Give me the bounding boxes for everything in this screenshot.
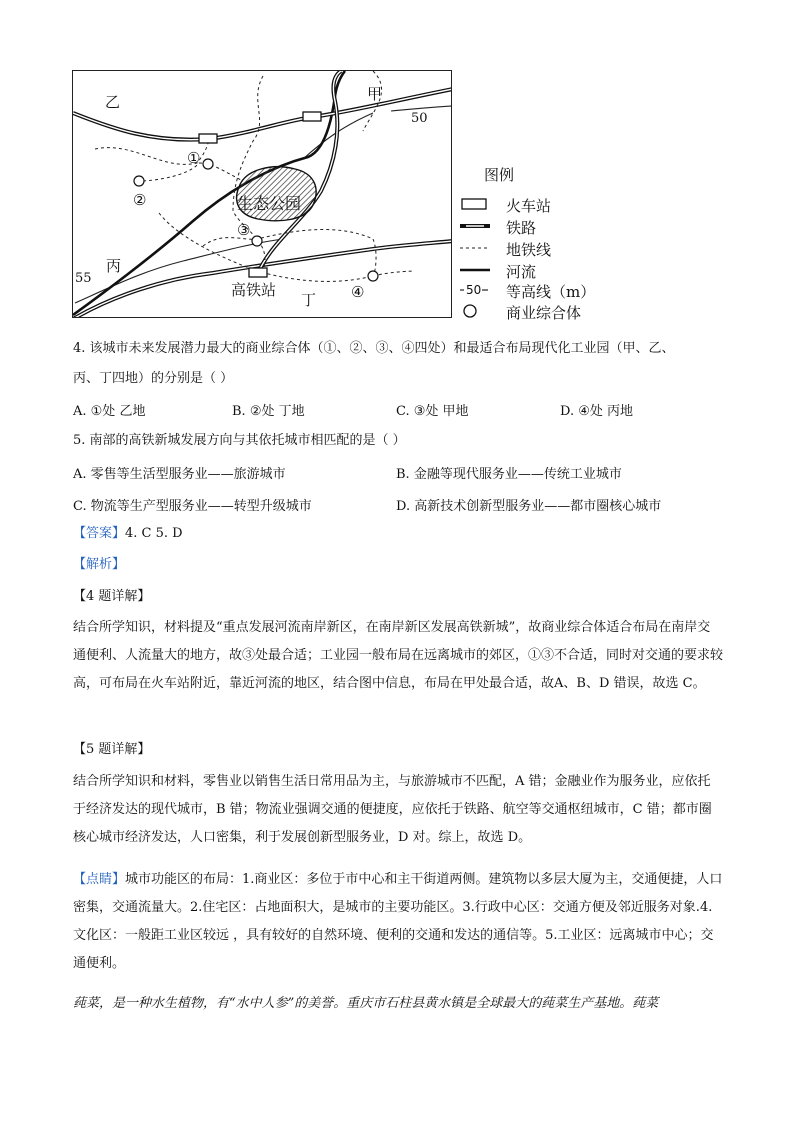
- legend-railway-label: 铁路: [506, 219, 537, 237]
- legend-metro-label: 地铁线: [506, 241, 552, 259]
- legend-row-river: [458, 260, 608, 280]
- label-contour-50: 50: [411, 111, 428, 126]
- next-material-line: 莼菜，是一种水生植物，有“水中人参”的美誉。重庆市石柱县黄水镇是全球最大的莼菜生产基地。莼菜: [73, 996, 659, 1011]
- complex-symbol-icon: [458, 301, 492, 321]
- legend-river-label: 河流: [506, 263, 537, 281]
- legend-row-station: [458, 194, 608, 214]
- train-station-1: [199, 134, 217, 143]
- tip-paragraph: [73, 866, 723, 978]
- q4-option-b: B. ②处 丁地: [232, 404, 305, 419]
- metro-symbol-icon: [458, 238, 492, 258]
- legend-row-metro: [458, 238, 608, 258]
- legend-row-complex: [458, 301, 608, 321]
- answer-text: 4. C 5. D: [125, 526, 183, 541]
- railway-south: [73, 241, 452, 318]
- legend-title: 图例: [484, 166, 515, 184]
- legend-contour-label: 等高线（m）: [506, 283, 596, 301]
- map-legend: [458, 160, 608, 320]
- label-jia: 甲: [367, 85, 383, 103]
- label-yi: 乙: [105, 93, 121, 111]
- city-map: [72, 70, 452, 318]
- label-complex-3: ③: [237, 221, 251, 239]
- label-complex-2: ②: [133, 191, 147, 209]
- detail5-body: 结合所学知识和材料，零售业以销售生活日常用品为主，与旅游城市不匹配，A 错；金融业作为服务业，应依托于经济发达的现代城市，B 错；物流业强调交通的便捷度，应依托于铁路、航空等交通枢纽城市，C 错；都市圈核心城市经济发达，人口密集，利于发展创新型服务业，D 对。综上，故选 D。: [73, 774, 712, 845]
- q4-option-a: A. ①处 乙地: [73, 404, 146, 419]
- label-contour-55: 55: [75, 271, 92, 286]
- legend-complex-label: 商业综合体: [506, 304, 582, 322]
- label-complex-4: ④: [351, 283, 365, 301]
- river-symbol-icon: [458, 260, 492, 280]
- hsr-station: [249, 268, 267, 277]
- answer-line: [73, 525, 183, 543]
- label-complex-1: ①: [187, 149, 201, 167]
- railway-symbol-icon: [458, 216, 492, 236]
- svg-text:50: 50: [466, 283, 482, 297]
- q4-option-d: D. ④处 丙地: [560, 404, 634, 419]
- analysis-label: 【解析】: [73, 557, 126, 572]
- tip-label: 【点睛】: [73, 872, 126, 887]
- train-station-2: [303, 112, 321, 121]
- station-symbol-icon: [458, 194, 492, 214]
- q5-option-c: C. 物流等生产型服务业——转型升级城市: [73, 499, 312, 514]
- complex-1: [203, 159, 213, 169]
- legend-row-railway: [458, 216, 608, 236]
- complex-3: [252, 236, 262, 246]
- legend-station-label: 火车站: [506, 197, 552, 215]
- q4-stem-line2: 丙、丁四地）的分别是（ ）: [73, 371, 234, 386]
- complex-4: [368, 271, 378, 281]
- label-hsr-station: 高铁站: [231, 281, 277, 299]
- label-eco-park: 生态公园: [237, 194, 302, 213]
- q4-option-c: C. ③处 甲地: [396, 404, 469, 419]
- q5-option-b: B. 金融等现代服务业——传统工业城市: [396, 467, 622, 482]
- complex-2: [134, 176, 144, 186]
- q5-option-d: D. 高新技术创新型服务业——都市圈核心城市: [396, 499, 662, 514]
- q5-stem: 5. 南部的高铁新城发展方向与其依托城市相匹配的是（ ）: [73, 433, 406, 448]
- label-ding: 丁: [301, 291, 317, 309]
- detail4-body: 结合所学知识，材料提及“重点发展河流南岸新区，在南岸新区发展高铁新城”，故商业综合体适合布局在南岸交通便利、人流量大的地方，故③处最合适；工业园一般布局在远离城市的郊区，①③不合适，同时对交通的要求较高，可布局在火车站附近，靠近河流的地区，结合图中信息，布局在甲处最合适，故A、B、D 错误，故选 C。: [73, 620, 724, 691]
- detail5-title: 【5 题详解】: [73, 742, 151, 757]
- q5-option-a: A. 零售等生活型服务业——旅游城市: [73, 467, 286, 482]
- q4-stem-line1: 4. 该城市未来发展潜力最大的商业综合体（①、②、③、④四处）和最适合布局现代化工业园（甲、乙、: [73, 341, 675, 356]
- legend-row-contour: [458, 280, 608, 300]
- label-bing: 丙: [106, 257, 122, 275]
- answer-label: 【答案】: [73, 526, 126, 541]
- detail4-title: 【4 题详解】: [73, 589, 151, 604]
- contour-symbol-icon: [458, 280, 492, 300]
- tip-body: 城市功能区的布局：1.商业区：多位于市中心和主干街道两侧。建筑物以多层大厦为主，交通便捷，人口密集，交通流量大。2.住宅区：占地面积大，是城市的主要功能区。3.行政中心区：交通方便及邻近服务对象.4.文化区：一般距工业区较远 ，具有较好的自然环境、便利的交通和发达的通信等。5.工业区：远离城市中心；交通便利。: [73, 872, 723, 971]
